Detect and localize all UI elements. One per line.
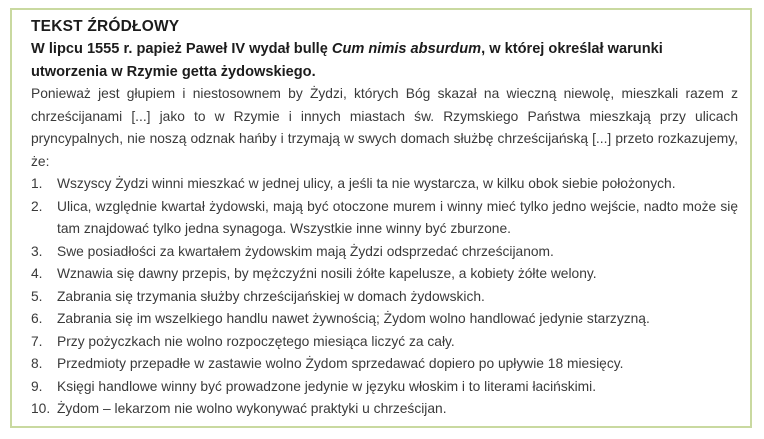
decree-item-5: [31, 286, 738, 309]
decree-number: 8.: [31, 356, 43, 371]
decree-item-8: [31, 353, 738, 376]
decree-text: Ulica, względnie kwartał żydowski, mają być otoczone murem i winny mieć tylko jedno wejście, nadto może się tam znajdować tylko jedna synagoga. Wszystkie inne winny być zburzone.: [57, 198, 738, 236]
source-intro: [31, 38, 738, 83]
source-text-box: [10, 8, 752, 428]
decree-number: 3.: [31, 243, 43, 259]
bull-title: Cum nimis absurdum: [331, 41, 482, 57]
decree-number: 1.: [31, 176, 43, 191]
intro-text-after: , w której określał warunki utworzenia w Rzymie getta żydowskiego.: [31, 41, 663, 80]
decree-number: 5.: [31, 288, 43, 304]
decree-number: 9.: [31, 378, 43, 394]
decree-number: 4.: [31, 266, 43, 281]
decree-text: Wznawia się dawny przepis, by mężczyźni nosili żółte kapelusze, a kobiety żółte welony.: [57, 266, 597, 281]
decree-item-10: [31, 398, 738, 421]
decree-number: 10.: [31, 401, 51, 416]
decree-list: [31, 173, 738, 421]
decree-text: Księgi handlowe winny być prowadzone jedynie w języku włoskim i to literami łacińskimi.: [57, 378, 597, 394]
decree-item-4: [31, 263, 738, 286]
decree-item-7: [31, 331, 738, 354]
decree-item-1: [31, 173, 738, 196]
decree-text: Żydom – lekarzom nie wolno wykonywać praktyki u chrześcijan.: [57, 401, 447, 416]
decree-text: Przedmioty przepadłe w zastawie wolno Żydom sprzedawać dopiero po upływie 18 miesięcy.: [57, 356, 624, 371]
decree-item-2: [31, 196, 738, 241]
decree-text: Wszyscy Żydzi winni mieszkać w jednej ulicy, a jeśli ta nie wystarcza, w kilku obok siebie położonych.: [57, 176, 676, 191]
decree-number: 2.: [31, 198, 43, 214]
decree-text: Przy pożyczkach nie wolno rozpoczętego miesiąca liczyć za cały.: [57, 333, 455, 349]
decree-text: Swe posiadłości za kwartałem żydowskim mają Żydzi odsprzedać chrześcijanom.: [57, 243, 554, 259]
decree-number: 6.: [31, 311, 43, 326]
decree-item-9: [31, 376, 738, 399]
bull-quote-paragraph: Ponieważ jest głupiem i niestosownem by Żydzi, których Bóg skazał na wieczną niewolę, mieszkali razem z chrześcijanami [...] jako to w Rzymie i innych miastach św. Rzymskiego Państwa mieszkają przy ulicach pryncypalnych, nie noszą odznak hańby i trzymają w swych domach służbę chrześcijańską [...] przeto rozkazujemy, że:: [31, 86, 738, 169]
decree-item-3: [31, 241, 738, 264]
source-heading: TEKST ŹRÓDŁOWY: [31, 18, 180, 35]
decree-text: Zabrania się trzymania służby chrześcijańskiej w domach żydowskich.: [57, 288, 485, 304]
decree-number: 7.: [31, 333, 43, 349]
decree-text: Zabrania się im wszelkiego handlu nawet żywnością; Żydom wolno handlować jedynie starzyzną.: [57, 311, 650, 326]
intro-text-before: W lipcu 1555 r. papież Paweł IV wydał bullę: [31, 41, 332, 57]
decree-item-6: [31, 308, 738, 331]
